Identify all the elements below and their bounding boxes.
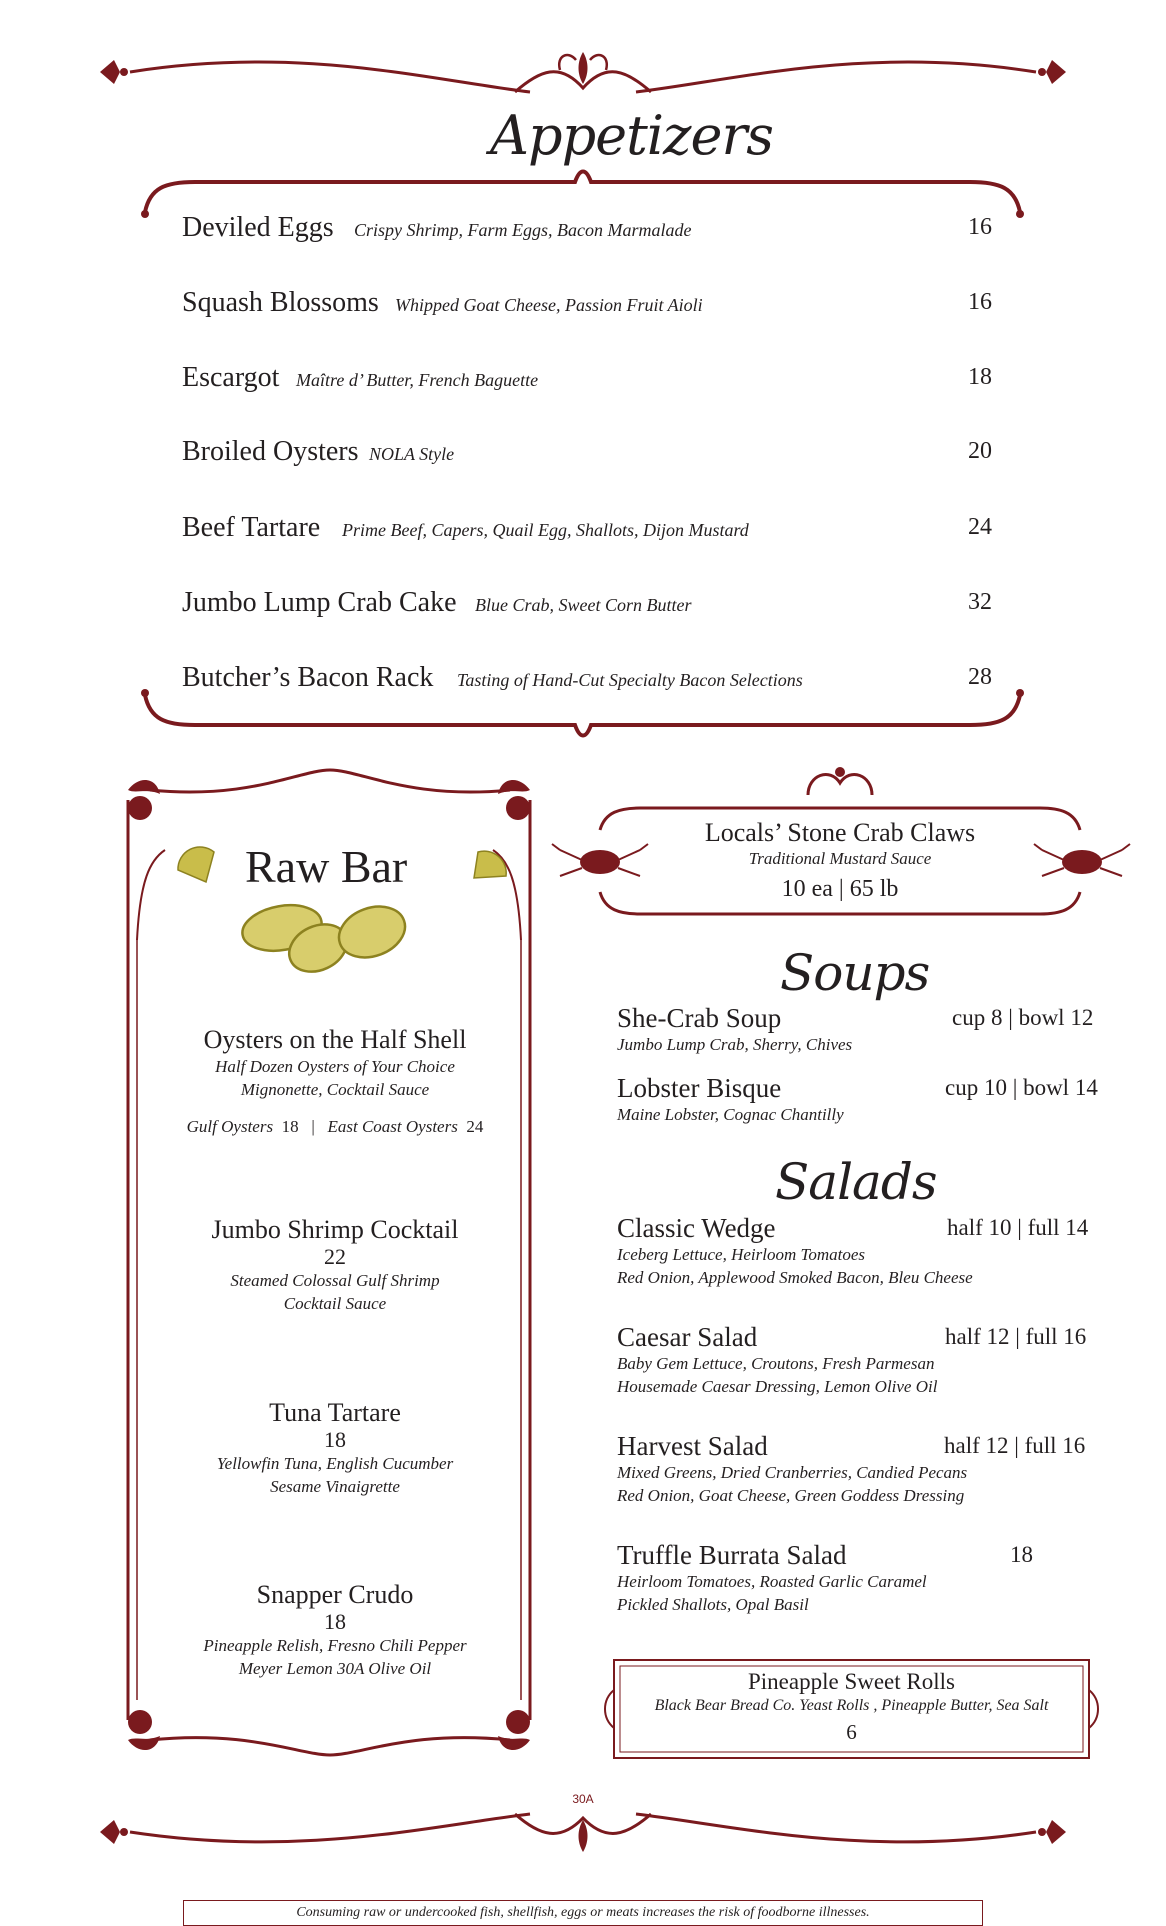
menu-item	[182, 212, 992, 248]
item-name: Beef Tartare	[182, 512, 321, 543]
menu-item	[182, 512, 992, 548]
item-description: Jumbo Lump Crab, Sherry, Chives	[617, 1035, 853, 1054]
item-description: Half Dozen Oysters of Your Choice	[215, 1057, 455, 1076]
item-name: Butcher’s Bacon Rack	[182, 662, 434, 693]
item-name: Harvest Salad	[617, 1431, 768, 1461]
item-price: cup 10 | bowl 14	[945, 1075, 1098, 1100]
item-price: 18	[1010, 1542, 1033, 1567]
item-price: half 12 | full 16	[944, 1433, 1086, 1458]
item-price: half 10 | full 14	[947, 1215, 1089, 1240]
salad-item	[617, 1431, 1117, 1507]
item-price: 6	[846, 1720, 857, 1744]
item-name: Tuna Tartare	[269, 1398, 401, 1427]
item-description: Red Onion, Applewood Smoked Bacon, Bleu Cheese	[617, 1268, 973, 1287]
bottom-scroll-ornament-icon	[100, 1814, 1066, 1852]
soup-item	[617, 1003, 1117, 1056]
item-price: 24	[968, 514, 992, 540]
item-name: Squash Blossoms	[182, 287, 379, 318]
item-price: 22	[324, 1244, 346, 1269]
item-price: 16	[968, 289, 992, 315]
item-name: Pineapple Sweet Rolls	[748, 1669, 955, 1694]
item-name: She-Crab Soup	[617, 1003, 782, 1033]
east-oysters-label: East Coast Oysters	[327, 1117, 458, 1136]
salads-heading: Salads	[775, 1153, 937, 1211]
east-oysters-price: 24	[466, 1117, 484, 1136]
item-description: Housemade Caesar Dressing, Lemon Olive Oil	[617, 1377, 938, 1396]
salad-item	[617, 1322, 1117, 1398]
item-price: 18	[324, 1427, 346, 1452]
item-description: Pineapple Relish, Fresno Chili Pepper	[203, 1636, 467, 1655]
item-name: Snapper Crudo	[256, 1580, 414, 1609]
menu-item	[182, 587, 992, 623]
oyster-icon	[239, 898, 412, 981]
rolls-box	[620, 1668, 1083, 1748]
item-description: Pickled Shallots, Opal Basil	[617, 1595, 809, 1614]
item-name: Classic Wedge	[617, 1213, 776, 1243]
item-name: Lobster Bisque	[617, 1073, 782, 1103]
item-price: 20	[968, 438, 992, 464]
menu-item	[182, 662, 992, 698]
item-description: Black Bear Bread Co. Yeast Rolls , Pineapple Butter, Sea Salt	[654, 1697, 1049, 1714]
salad-item	[617, 1213, 1117, 1289]
item-description: Maître d’ Butter, French Baguette	[296, 370, 539, 390]
raw-bar-item-oysters	[155, 1025, 515, 1138]
item-price: cup 8 | bowl 12	[952, 1005, 1094, 1030]
stone-crab-box	[640, 818, 1040, 906]
item-price: 16	[968, 214, 992, 240]
menu-item	[182, 436, 992, 472]
item-description: Mixed Greens, Dried Cranberries, Candied Pecans	[617, 1463, 968, 1482]
item-price: 10 ea | 65 lb	[781, 876, 899, 902]
menu-item	[182, 287, 992, 323]
item-description: Mignonette, Cocktail Sauce	[240, 1080, 430, 1099]
item-description: Prime Beef, Capers, Quail Egg, Shallots, Dijon Mustard	[342, 520, 749, 540]
menu-item	[182, 362, 992, 398]
item-description: Sesame Vinaigrette	[270, 1477, 400, 1496]
item-name: Oysters on the Half Shell	[203, 1025, 467, 1054]
raw-bar-item-snapper	[155, 1580, 515, 1680]
item-name: Jumbo Lump Crab Cake	[182, 587, 457, 618]
appetizers-heading: Appetizers	[490, 104, 773, 167]
item-name: Deviled Eggs	[182, 212, 334, 243]
gulf-oysters-label: Gulf Oysters	[186, 1117, 274, 1136]
item-name: Locals’ Stone Crab Claws	[704, 818, 976, 847]
raw-bar-item-shrimp	[155, 1215, 515, 1315]
item-description: Crispy Shrimp, Farm Eggs, Bacon Marmalade	[354, 220, 692, 240]
item-description: Tasting of Hand-Cut Specialty Bacon Selections	[457, 670, 803, 690]
raw-bar-heading: Raw Bar	[245, 841, 408, 892]
item-description: Baby Gem Lettuce, Croutons, Fresh Parmesan	[617, 1354, 935, 1373]
item-name: Caesar Salad	[617, 1322, 758, 1352]
item-description: Whipped Goat Cheese, Passion Fruit Aioli	[395, 295, 703, 315]
item-name: Jumbo Shrimp Cocktail	[211, 1215, 459, 1244]
item-description: NOLA Style	[369, 444, 455, 464]
soups-heading: Soups	[780, 944, 930, 1002]
item-name: Broiled Oysters	[182, 436, 359, 467]
item-description: Iceberg Lettuce, Heirloom Tomatoes	[617, 1245, 866, 1264]
top-scroll-ornament-icon	[100, 52, 1066, 92]
item-price: 18	[324, 1609, 346, 1634]
item-description: Maine Lobster, Cognac Chantilly	[617, 1105, 844, 1124]
soup-item	[617, 1073, 1117, 1126]
raw-bar-item-tuna	[155, 1398, 515, 1498]
item-description: Steamed Colossal Gulf Shrimp	[230, 1271, 440, 1290]
item-description: Meyer Lemon 30A Olive Oil	[238, 1659, 432, 1678]
item-price: 18	[968, 364, 992, 390]
item-price: 28	[968, 664, 992, 690]
footer-tag: 30A	[572, 1792, 594, 1806]
item-description: Yellowfin Tuna, English Cucumber	[216, 1454, 454, 1473]
item-name: Truffle Burrata Salad	[617, 1540, 847, 1570]
item-description: Heirloom Tomatoes, Roasted Garlic Caramel	[617, 1572, 927, 1591]
item-description: Traditional Mustard Sauce	[748, 849, 932, 868]
gulf-oysters-price: 18	[281, 1117, 299, 1136]
item-price: 32	[968, 589, 992, 615]
item-description: Cocktail Sauce	[283, 1294, 387, 1313]
item-price: half 12 | full 16	[945, 1324, 1087, 1349]
item-name: Escargot	[182, 362, 280, 393]
item-description: Red Onion, Goat Cheese, Green Goddess Dressing	[617, 1486, 965, 1505]
item-description: Blue Crab, Sweet Corn Butter	[475, 595, 692, 615]
salad-item	[617, 1540, 1117, 1616]
oyster-price-line	[155, 1115, 515, 1138]
food-safety-notice: Consuming raw or undercooked fish, shellfish, eggs or meats increases the risk of foodborne illnesses.	[183, 1900, 983, 1926]
price-separator: |	[311, 1117, 315, 1136]
